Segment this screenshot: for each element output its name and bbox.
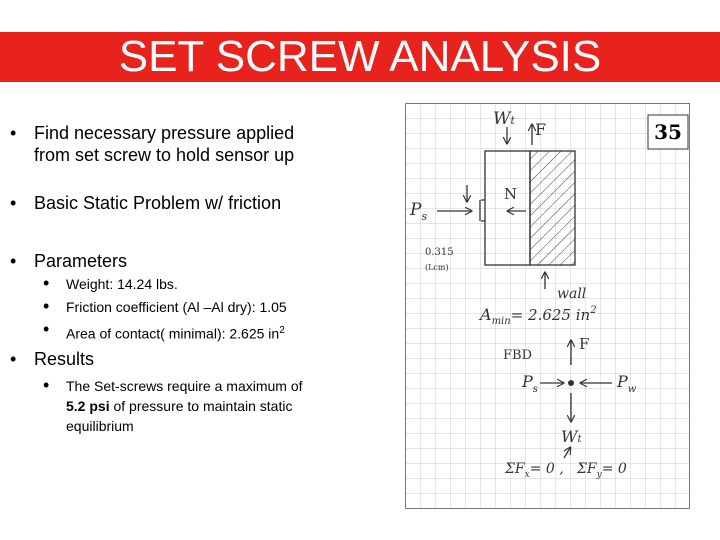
dimension-unit: (Lcm) bbox=[425, 263, 449, 272]
bullet-item bbox=[10, 348, 410, 370]
amin-label: $A_{min}= 2.625$ $in^2$ bbox=[480, 305, 597, 327]
pw-fbd-label: $P_w$ bbox=[617, 372, 637, 395]
bullet-dot: • bbox=[10, 123, 17, 143]
ps-label: $P_s$ bbox=[410, 200, 428, 223]
sub-bullet-text: The Set-screws require a maximum of bbox=[66, 377, 303, 394]
result-value: 5.2 psi bbox=[66, 397, 110, 414]
bullet-dot: • bbox=[10, 348, 17, 369]
sub-bullet-text: 5.2 psi of pressure to maintain static bbox=[66, 397, 293, 414]
bullet-text: Results bbox=[34, 348, 95, 369]
wall-hatch bbox=[530, 151, 575, 265]
wt-label: Wt bbox=[493, 109, 515, 129]
n-label: N bbox=[504, 185, 518, 203]
hand-sketch bbox=[405, 103, 690, 509]
bullet-dot: • bbox=[43, 273, 50, 293]
wt-bottom-label: Wt bbox=[561, 427, 582, 446]
bullet-list bbox=[10, 122, 410, 436]
bullet-dot: • bbox=[10, 193, 17, 213]
ps-fbd-label: $P_s$ bbox=[522, 372, 538, 395]
f-fbd-label: F bbox=[579, 335, 590, 353]
bullet-dot: • bbox=[43, 296, 50, 316]
bullet-item bbox=[10, 192, 410, 214]
page-number: 35 bbox=[654, 120, 682, 144]
sub-bullet-item bbox=[10, 275, 410, 294]
bullet-text: Find necessary pressure applied bbox=[34, 123, 295, 143]
slide-title: SET SCREW ANALYSIS bbox=[118, 32, 602, 81]
sub-bullet-text: Weight: 14.24 lbs. bbox=[66, 276, 178, 292]
wall-label: wall bbox=[557, 286, 587, 302]
sum-fy-equation: $\Sigma F_y= 0$ bbox=[577, 461, 627, 480]
sum-fx-equation: $\Sigma F_x= 0$ , bbox=[505, 461, 564, 480]
fbd-point bbox=[568, 380, 574, 386]
bullet-item bbox=[10, 122, 410, 166]
dimension-value: 0.315 bbox=[425, 247, 454, 258]
bullet-text: Parameters bbox=[34, 251, 128, 271]
sub-bullet-item bbox=[10, 376, 410, 436]
f-label: F bbox=[535, 120, 547, 139]
sub-bullet-text: equilibrium bbox=[66, 417, 134, 434]
bullet-dot: • bbox=[43, 319, 50, 339]
sub-bullet-text: Friction coefficient (Al –Al dry): 1.05 bbox=[66, 299, 287, 315]
bullet-dot: • bbox=[43, 374, 50, 395]
bullet-dot: • bbox=[10, 251, 17, 271]
bullet-item bbox=[10, 250, 410, 272]
bullet-text: from set screw to hold sensor up bbox=[34, 145, 295, 165]
bullet-text: Basic Static Problem w/ friction bbox=[34, 193, 282, 213]
sub-bullet-item bbox=[10, 321, 410, 344]
sub-bullet-text: Area of contact( minimal): 2.625 in bbox=[66, 325, 280, 342]
fbd-label: FBD bbox=[503, 348, 532, 363]
sub-bullet-item bbox=[10, 298, 410, 317]
exponent: 2 bbox=[279, 325, 285, 336]
parameter-list bbox=[10, 275, 410, 344]
